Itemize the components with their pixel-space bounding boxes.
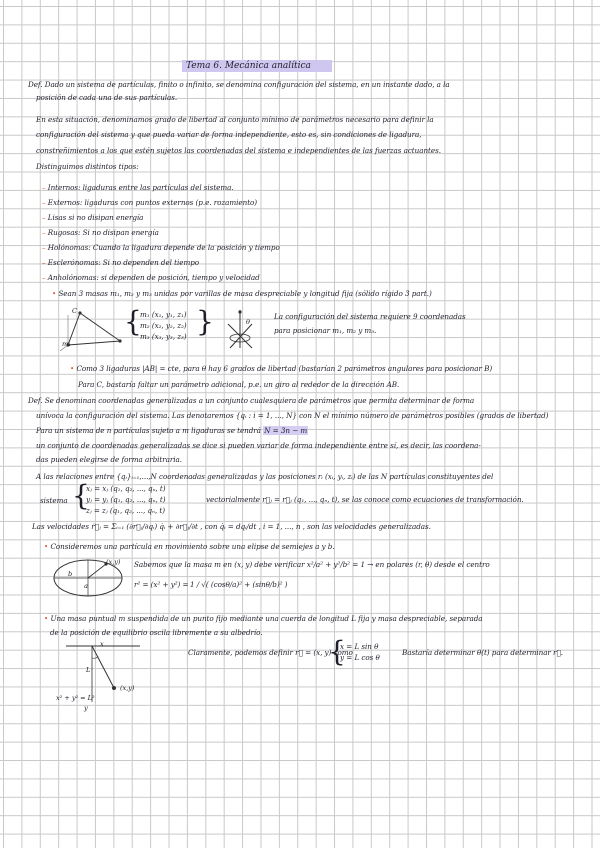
- text-line: Consideremos una partícula en movimiento sobre una elipse de semiejes a y b.: [50, 542, 335, 551]
- example-line: Sean 3 masas m₁, m₂ y m₃ unidas por varillas de masa despreciable y longitud fija (sólido rígido 3 part.): [58, 289, 432, 298]
- text-line: das pueden elegirse de forma arbitraria.: [36, 455, 182, 464]
- rotation-diagram: [224, 308, 272, 354]
- text-line: posición de cada una de sus partículas.: [36, 93, 178, 102]
- diagram-label: b: [68, 570, 73, 578]
- text-line: Como 3 ligaduras |AB| = cte, para θ hay 6 grados de libertad (bastarían 2 parámetros angulares para posicionar B): [76, 364, 493, 373]
- brace-icon: {: [72, 479, 90, 512]
- brace-icon: }: [196, 305, 214, 338]
- text-line: Para C, bastaría faltar un parámetro adicional, p.e. un giro al rededor de la dirección AB.: [78, 380, 400, 389]
- diagram-label: C: [72, 307, 77, 315]
- list-item: Rugosas: Si no disipan energía: [47, 228, 159, 237]
- bullet-icon: •: [44, 542, 51, 551]
- bullet-icon: –: [42, 198, 48, 207]
- equation-line: y = L cos θ: [340, 653, 380, 662]
- bullet-icon: –: [42, 258, 48, 267]
- equation-line: x = L sin θ: [340, 642, 379, 651]
- text-line: Def. Se denominan coordenadas generalizadas a un conjunto cualesquiera de parámetros que permita determinar de forma: [28, 396, 475, 405]
- equation-line: yⱼ = yⱼ (q₁, q₂, ..., qₙ, t): [86, 495, 166, 504]
- text-line: Def. Dado un sistema de partículas, finito o infinito, se denomina configuración del sistema, en un instante dado, a la: [28, 80, 450, 89]
- text-line: Sabemos que la masa m en (x, y) debe verificar x²/a² + y²/b² = 1 → en polares (r, θ) desde el centro: [134, 560, 490, 569]
- text-line: sistema: [40, 496, 68, 505]
- diagram-label: a: [84, 582, 88, 590]
- formula-highlight: N = 3n − m: [264, 426, 308, 435]
- bullet-icon: –: [42, 183, 48, 192]
- coord-line: m₂ (x₂, y₂, z₂): [140, 321, 187, 330]
- list-item: Lisas si no disipan energía: [47, 213, 144, 222]
- page-title: Tema 6. Mecánica analítica: [186, 61, 311, 71]
- text-line: unívoca la configuración del sistema. Las denotaremos {qᵢ : i = 1, ..., N} con N el mínimo número de parámetros posibles (grados de libertad): [36, 411, 549, 420]
- equation-line: xⱼ = xⱼ (q₁, q₂, ..., qₙ, t): [86, 484, 166, 493]
- text-line: En esta situación, denominamos grado de libertad al conjunto mínimo de parámetros necesario para definir la: [36, 115, 434, 124]
- bullet-icon: –: [42, 273, 48, 282]
- text-line: Las velocidades ṙ⃗ⱼ = Σᵢ₌₁ (∂r⃗ⱼ/∂qᵢ) q̇ᵢ + ∂r⃗ⱼ/∂t , con q̇ᵢ = dqᵢ/dt , i = 1, ..., n , son las velocidades generalizadas.: [32, 522, 431, 531]
- text-line: La configuración del sistema requiere 9 coordenadas: [274, 312, 466, 321]
- bullet-icon: –: [42, 213, 48, 222]
- diagram-label: y: [84, 704, 88, 712]
- list-item: Internos: ligaduras entre las partículas del sistema.: [47, 183, 234, 192]
- list-item: Externos: ligaduras con puntos externos (p.e. rozamiento): [47, 198, 258, 207]
- equation-line: r² = (x² + y²) =: [134, 580, 189, 589]
- text-line: configuración del sistema y que pueda variar de forma independiente, esto es, sin condiciones de ligadura,: [36, 130, 422, 139]
- equation-line: x² + y² = L²: [56, 694, 95, 702]
- bullet-icon: –: [42, 243, 48, 252]
- text-line: Distinguimos distintos tipos:: [36, 162, 139, 171]
- coord-line: m₁ (x₁, y₁, z₁): [140, 310, 187, 319]
- text-line: A las relaciones entre {qᵢ}ᵢ₌₁,...,N coordenadas generalizadas y las posiciones rᵢ (xᵢ, yᵢ, zᵢ) de las N partículas constituyentes del: [36, 472, 494, 481]
- text-line: Para un sistema de n partículas sujeto a m ligaduras se tendrá: [36, 426, 261, 435]
- diagram-label: L: [86, 666, 91, 674]
- equation-line: 1 / √( (cosθ/a)² + (sinθ/b)² ): [190, 580, 288, 589]
- text-line: Bastaría determinar θ(t) para determinar r⃗.: [402, 648, 563, 657]
- equation-line: zⱼ = zⱼ (q₁, q₂, ..., qₙ, t): [86, 506, 165, 515]
- list-item: Anholónomas: si dependen de posición, tiempo y velocidad: [47, 273, 260, 282]
- diagram-label: (x,y): [106, 558, 121, 566]
- bullet-icon: –: [42, 228, 48, 237]
- text-line: Una masa puntual m suspendida de un punto fijo mediante una cuerda de longitud L fija y masa despreciable, separada: [50, 614, 483, 623]
- bullet-icon: •: [52, 289, 59, 298]
- text-line: Claramente, podemos definir r⃗ = (x, y) como: [188, 648, 353, 657]
- diagram-label: (x,y): [120, 684, 135, 692]
- list-item: Esclerónomas: Si no dependen del tiempo: [47, 258, 200, 267]
- brace-icon: {: [328, 635, 346, 668]
- brace-icon: {: [124, 305, 142, 338]
- bullet-icon: •: [70, 364, 77, 373]
- coord-line: m₃ (x₃, y₃, z₃): [140, 332, 187, 341]
- text-line: un conjunto de coordenadas generalizadas se dice si pueden variar de forma independiente entre sí, es decir, las coordena-: [36, 441, 481, 450]
- text-line: para posicionar m₁, m₂ y m₃.: [274, 326, 377, 335]
- bullet-icon: •: [44, 614, 51, 623]
- diagram-label: θ: [246, 318, 250, 326]
- diagram-label: m₁: [62, 340, 71, 348]
- text-line: constreñimientos a los que estén sujetos las coordenadas del sistema e independientes de las fuerzas actuantes.: [36, 146, 441, 155]
- list-item: Holónomas: Cuando la ligadura depende de la posición y tiempo: [47, 243, 280, 252]
- diagram-label: x: [100, 640, 104, 648]
- text-line: de la posición de equilibrio oscila libremente a su albedrío.: [50, 628, 263, 637]
- text-line: vectorialmente r⃗ⱼ = r⃗ⱼ (q₁, ..., qₙ, t), se las conoce como ecuaciones de transformación.: [206, 495, 524, 504]
